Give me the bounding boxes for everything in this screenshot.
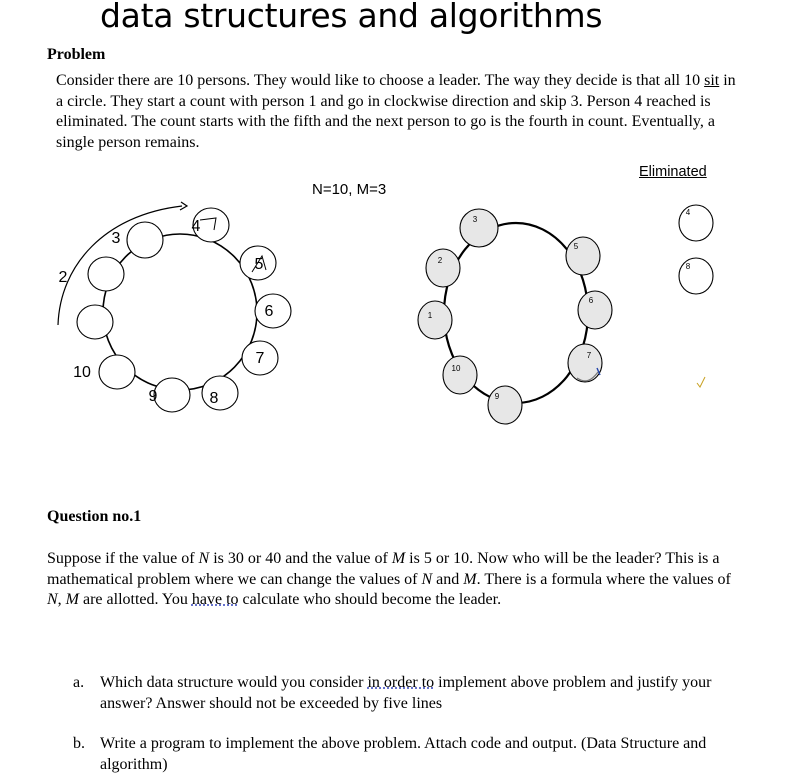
eliminated-node-8 bbox=[679, 258, 713, 294]
right-node-9 bbox=[488, 386, 522, 424]
var-n: N bbox=[421, 570, 433, 588]
right-node-3 bbox=[460, 209, 498, 247]
question-item-b bbox=[73, 734, 713, 775]
problem-heading: Problem bbox=[47, 46, 106, 63]
left-label-7: 7 bbox=[255, 350, 265, 367]
right-node-10 bbox=[443, 356, 477, 394]
q-text-part: are allotted. You bbox=[79, 591, 192, 608]
var-n: N bbox=[198, 550, 210, 567]
right-node-6 bbox=[578, 291, 612, 329]
in-order-to-marked: in order to bbox=[367, 674, 435, 691]
var-m: M bbox=[65, 591, 79, 608]
left-node-1 bbox=[77, 305, 113, 339]
left-label-9: 9 bbox=[148, 388, 158, 405]
right-label-3: 3 bbox=[472, 215, 478, 224]
left-node-8 bbox=[202, 376, 238, 410]
left-node-2 bbox=[88, 257, 124, 291]
var-m: M bbox=[391, 550, 406, 567]
left-node-9 bbox=[154, 378, 190, 412]
var-n: N bbox=[47, 591, 58, 608]
right-label-2: 2 bbox=[437, 256, 443, 265]
problem-text-part: in a circle. They start a count with person 1 and go in clockwise direction and skip 3. Person 4 reached is eliminated. The count starts with the fifth and the next person to go is the fourth in count. Eventually, a single person remains. bbox=[56, 72, 736, 151]
have-to-marked: have to bbox=[191, 591, 239, 608]
item-letter: b. bbox=[73, 735, 85, 752]
sit-underlined-word: sit bbox=[704, 72, 720, 89]
item-body bbox=[100, 734, 713, 775]
right-node-2 bbox=[426, 249, 460, 287]
check-icon bbox=[697, 377, 705, 387]
eliminated-label-4: 4 bbox=[685, 208, 691, 217]
left-node-10 bbox=[99, 355, 135, 389]
question-heading: Question no.1 bbox=[47, 508, 142, 525]
item-body bbox=[100, 673, 713, 714]
document-title: data structures and algorithms bbox=[100, 0, 603, 35]
q-text-part: and bbox=[432, 570, 464, 588]
right-node-1 bbox=[418, 301, 452, 339]
right-label-1: 1 bbox=[427, 311, 433, 320]
right-node-7 bbox=[568, 344, 602, 382]
problem-text-part: Consider there are 10 persons. They would like to choose a leader. The way they decide is that all 10 bbox=[56, 72, 705, 89]
right-label-7: 7 bbox=[586, 351, 592, 360]
right-node-5 bbox=[566, 237, 600, 275]
left-label-6: 6 bbox=[264, 303, 274, 320]
q-text-part: . There is a formula where the values of bbox=[476, 570, 731, 588]
item-text: Which data structure would you consider bbox=[100, 674, 368, 691]
eliminated-node-4 bbox=[679, 205, 713, 241]
item-letter: a. bbox=[73, 674, 85, 691]
right-label-9: 9 bbox=[494, 392, 500, 401]
left-label-5: 5 bbox=[254, 256, 264, 273]
right-label-10: 10 bbox=[451, 364, 461, 373]
q-text-part: calculate who should become the leader. bbox=[238, 591, 502, 608]
q-text-part: , bbox=[57, 591, 66, 608]
left-label-3: 3 bbox=[111, 230, 121, 247]
left-label-2: 2 bbox=[58, 269, 68, 286]
eliminated-label-8: 8 bbox=[685, 262, 691, 271]
item-text: Write a program to implement the above problem. Attach code and output. (Data Structure and algorithm bbox=[100, 735, 707, 773]
item-text: ) bbox=[162, 755, 168, 773]
left-label-10: 10 bbox=[73, 364, 91, 381]
var-m: M bbox=[463, 570, 477, 588]
left-label-4: 4 bbox=[191, 218, 201, 235]
question-item-a bbox=[73, 673, 713, 714]
q-text-part: is 30 or 40 and the value of bbox=[209, 550, 392, 567]
item-text: implement above problem and justify your answer? Answer should not be exceeded by five lines bbox=[100, 674, 712, 712]
parameters-label: N=10, M=3 bbox=[312, 181, 387, 198]
left-label-8: 8 bbox=[209, 390, 219, 407]
right-label-5: 5 bbox=[573, 242, 579, 251]
question-text bbox=[47, 549, 747, 611]
eliminated-label: Eliminated bbox=[639, 164, 707, 180]
q-text-part: Suppose if the value of bbox=[47, 550, 199, 567]
q-text-part: is 5 or 10. Now who will be the leader? This is a mathematical problem where we can change the values of bbox=[47, 550, 720, 588]
left-node-3 bbox=[127, 222, 163, 258]
right-label-6: 6 bbox=[588, 296, 594, 305]
